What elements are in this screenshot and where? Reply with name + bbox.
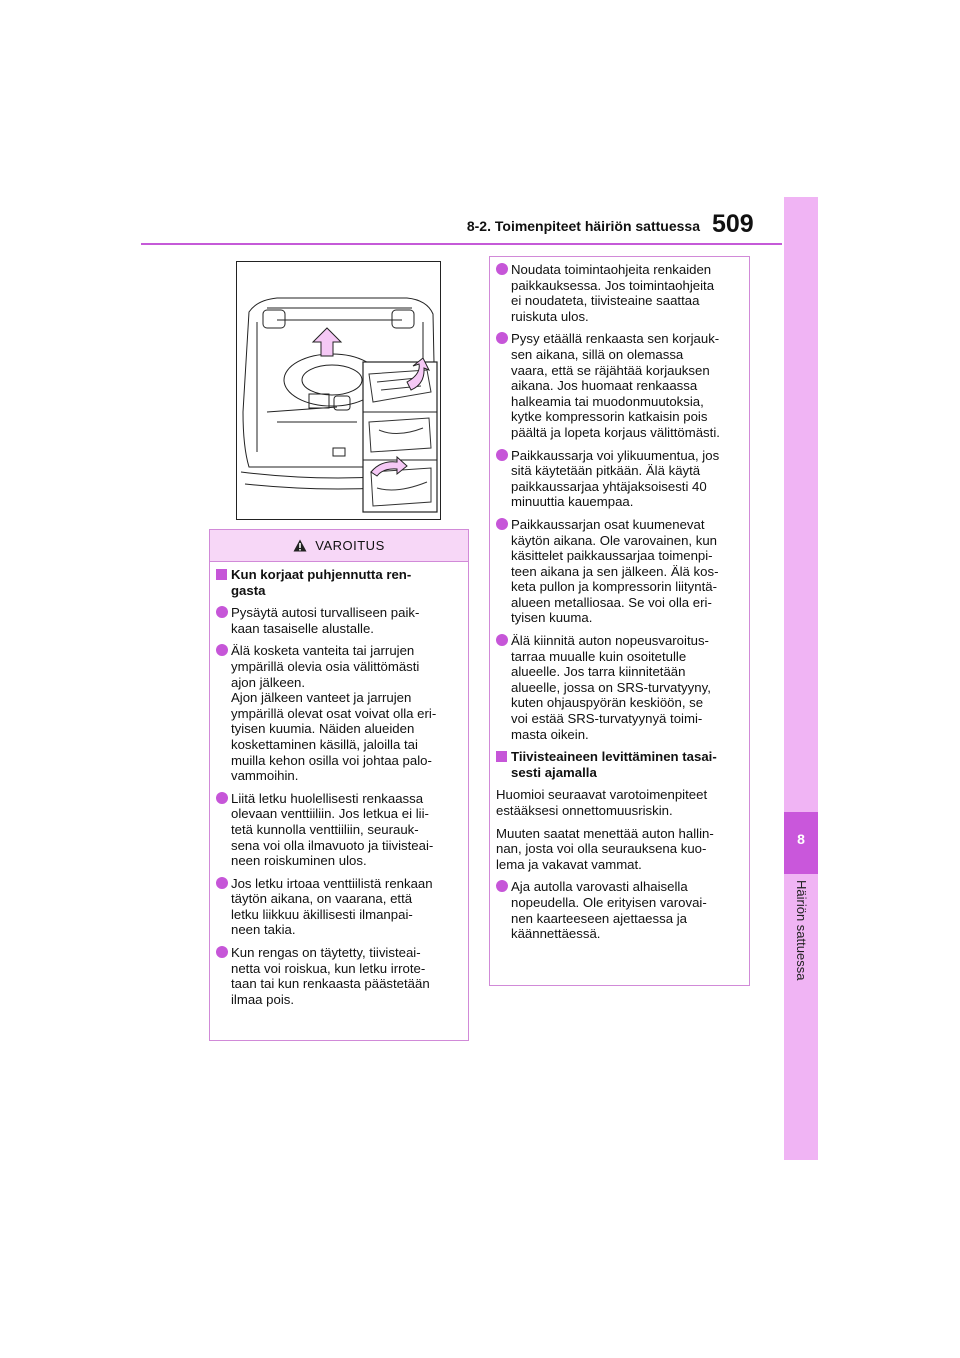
list-item: [496, 879, 743, 941]
list-item-text: Noudata toimintaohjeita renkaiden paikkauksessa. Jos toimintaohjeita ei noudateta, tiivisteaine saattaa ruiskuta ulos.: [511, 262, 715, 324]
bullet-icon: [216, 644, 228, 656]
list-item-text: Kun rengas on täytetty, tiivisteai- netta voi roiskua, kun letku irrote- taan tai kun renkaasta päästetään ilmaa pois.: [231, 945, 430, 1007]
bullet-icon: [216, 877, 228, 889]
bullet-icon: [496, 634, 508, 646]
warning-content: [210, 562, 468, 1007]
list-item: [496, 331, 743, 440]
bullet-icon: [216, 946, 228, 958]
bullet-icon: [496, 880, 508, 892]
square-bullet-icon: [216, 569, 227, 580]
chapter-number: 8: [797, 831, 805, 847]
warning-heading-text: Kun korjaat puhjennutta ren- gasta: [231, 567, 412, 598]
trunk-illustration: [236, 261, 441, 520]
chapter-name: Häiriön sattuessa: [794, 880, 809, 981]
trunk-drawing: [237, 262, 440, 519]
list-item: [216, 791, 460, 869]
chapter-side-tab: [784, 197, 818, 1160]
bullet-icon: [496, 332, 508, 344]
warning-heading: [216, 567, 460, 598]
list-item-text: Jos letku irtoaa venttiilistä renkaan täytön aikana, on vaarana, että letku liikkuu äkillisesti ilmanpai- neen takia.: [231, 875, 433, 938]
section-heading: [496, 749, 743, 780]
list-item: [216, 605, 460, 636]
warning-triangle-icon: [293, 539, 307, 552]
list-item-text: Liitä letku huolellisesti renkaassa olevaan venttiiliin. Jos letkua ei lii- tetä kunnolla venttiiliin, seurauk- sena voi olla ilmavuoto ja tiivisteai- neen roiskuminen ulos.: [231, 790, 434, 869]
list-item: [216, 643, 460, 783]
list-item-text: Paikkaussarjan osat kuumenevat käytön aikana. Ole varovainen, kun käsittelet paikkaussarjaa toimenpi- teen aikana ja sen jälkeen. Älä kos- keta pullon ja kompressorin liityntä- alueen metalliosaa. Se voi olla eri- tyisen kuuma.: [511, 516, 719, 626]
list-item: [216, 876, 460, 938]
bullet-icon: [496, 449, 508, 461]
bullet-icon: [216, 792, 228, 804]
paragraph: Muuten saatat menettää auton hallin- nan, josta voi olla seurauksena kuo- lema ja vakavat vammat.: [496, 825, 714, 872]
list-item: [496, 633, 743, 742]
list-item: [216, 945, 460, 1007]
list-item: [496, 448, 743, 510]
warning-header: [210, 530, 468, 562]
bullet-icon: [216, 606, 228, 618]
warning-title: VAROITUS: [315, 538, 385, 553]
square-bullet-icon: [496, 751, 507, 762]
section-heading-text: Tiivisteaineen levittäminen tasai- sesti ajamalla: [511, 749, 717, 780]
header-divider: [141, 243, 782, 245]
bullet-icon: [496, 518, 508, 530]
list-item-text: Aja autolla varovasti alhaisella nopeudella. Ole erityisen varovai- nen kaarteeseen ajettaessa ja käännettäessä.: [511, 879, 707, 942]
list-item: [496, 262, 743, 324]
list-item: [496, 517, 743, 626]
paragraph: Huomioi seuraavat varotoimenpiteet estääksesi onnettomuusriskin.: [496, 787, 708, 818]
list-item-text: Paikkaussarja voi ylikuumentua, jos sitä käytetään pitkään. Älä käytä paikkaussarjaa yhtäjaksoisesti 40 minuuttia kauempaa.: [511, 447, 720, 510]
page-number: 509: [712, 210, 754, 238]
warning-continued-box: [489, 256, 750, 986]
warning-box: [209, 529, 469, 1041]
section-title: 8-2. Toimenpiteet häiriön sattuessa: [466, 218, 700, 234]
bullet-icon: [496, 263, 508, 275]
list-item-text: Älä kiinnitä auton nopeusvaroitus- tarraa muualle kuin osoitetulle alueelle. Jos tarra kiinnitetään alueelle, jossa on SRS-turvatyyny, kuten ohjauspyörän keskiöön, se voi estää SRS-turvatyynyä toimi- masta oikein.: [511, 633, 711, 742]
list-item-text: Pysy etäällä renkaasta sen korjauk- sen aikana, sillä on olemassa vaara, että se räjähtää korjauksen aikana. Jos huomaat renkaassa halkeamia tai muodonmuutoksia, kytke kompressorin katkaisin pois päältä ja lopeta korjaus välittömästi.: [511, 331, 720, 440]
list-item-text: Älä kosketa vanteita tai jarrujen ympärillä olevia osia välittömästi ajon jälkeen. Ajon jälkeen vanteet ja jarrujen ympärillä olevat osat voivat olla eri- tyisen kuumia. Näiden alueiden koskettaminen käsillä, jaloilla tai muilla kehon osilla voi johtaa palo- vammoihin.: [231, 643, 437, 784]
list-item-text: Pysäytä autosi turvalliseen paik- kaan tasaiselle alustalle.: [231, 605, 420, 636]
